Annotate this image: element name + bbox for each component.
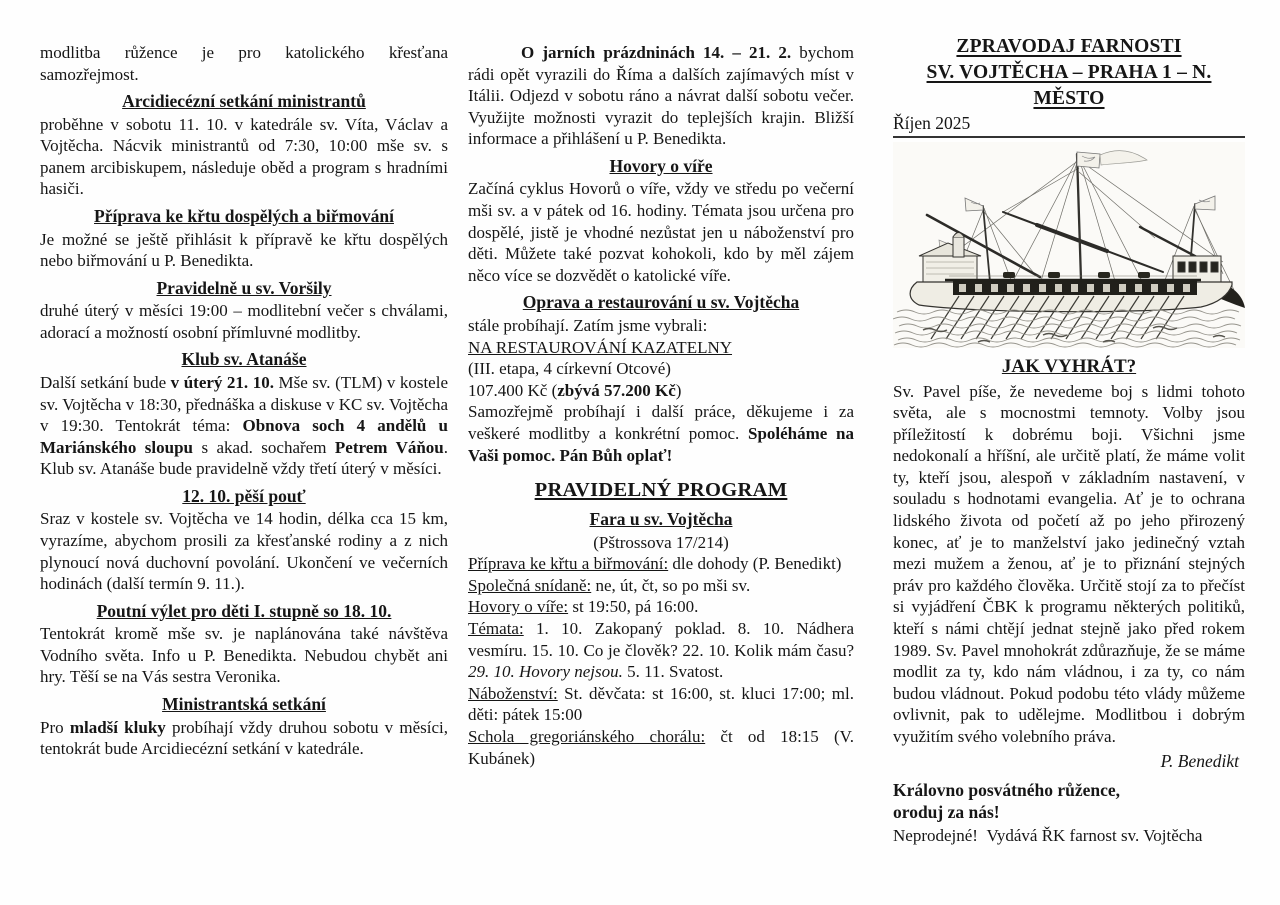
schedule-value: čt od 18:15 (V. Kubánek): [468, 726, 854, 768]
prayer-lines: [893, 779, 1245, 823]
schedule-value: St. děvčata: st 16:00, st. kluci 17:00; ml. děti: pátek 15:00: [468, 683, 854, 725]
bold-remaining-amount: zbývá 57.200 Kč: [557, 380, 676, 400]
schedule-item-temata: [468, 618, 854, 683]
text-run: Pro: [40, 717, 70, 737]
schedule-item-schola: [468, 726, 854, 769]
line-stale-probihaji: stále probíhají. Zatím jsme vybrali:: [468, 315, 708, 335]
schedule-label: Příprava ke křtu a biřmování:: [468, 554, 669, 574]
schedule-item-nabozenstvi: [468, 683, 854, 726]
heading-klub-sv-atanase: Klub sv. Atanáše: [181, 349, 307, 370]
paragraph-priprava-ke-krtu: Je možné se ještě přihlásit k přípravě ke křtu dospělých nebo biřmování u P. Benedikta.: [40, 229, 448, 271]
heading-arcidiecezni-setkani: Arcidiecézní setkání ministrantů: [122, 91, 366, 112]
address-pstrossova: (Pštrossova 17/214): [593, 532, 729, 552]
line-fundraising-amount: [468, 380, 854, 402]
bold-lead-jarni-prazdniny: O jarních prázdninách 14. – 21. 2.: [521, 43, 792, 62]
schedule-value: 5. 11. Svatost.: [622, 662, 724, 682]
heading-hovory-o-vire: Hovory o víře: [609, 155, 713, 176]
paragraph-pesi-pout: Sraz v kostele sv. Vojtěcha ve 14 hodin, délka cca 15 km, vyrazíme, abychom prosili za křesťanské rodiny a z nich plynoucí nová duchovní povolání. Ukončení ve večerních hodinách (další termín 9. 11.).: [40, 509, 448, 594]
text-run: Další setkání bude: [40, 372, 171, 392]
prayer-line2: oroduj za nás!: [893, 801, 1000, 822]
continued-paragraph-rosary: modlitba růžence je pro katolického křesťana samozřejmost.: [40, 43, 448, 84]
column-right: [893, 0, 1245, 846]
bold-date: v úterý 21. 10.: [170, 372, 274, 392]
schedule-value: dle dohody (P. Benedikt): [668, 554, 842, 574]
column-left: [40, 0, 448, 760]
heading-pravidelne-u-sv-vorsily: Pravidelně u sv. Voršily: [156, 277, 332, 298]
signature: P. Benedikt: [1160, 750, 1239, 771]
text-run: 107.400 Kč (: [468, 380, 558, 400]
paragraph-klub-sv-atanase: [40, 372, 448, 480]
text-run: bychom rádi opět vyrazili do Říma a dalších zajímavých míst v Itálii. Odjezd v sobotu ráno a návrat další sobotu večer. Využijte možnosti vyrazit do teplejších krajin. Bližší informace a přihlášení u P. Benedikta.: [468, 43, 854, 149]
heading-fara-u-sv-vojtecha: Fara u sv. Vojtěcha: [589, 509, 733, 530]
heading-ministrantska-setkani: Ministrantská setkání: [162, 694, 326, 715]
heading-pravidelny-program: PRAVIDELNÝ PROGRAM: [534, 479, 788, 502]
galley-ship-engraving: [893, 142, 1245, 348]
heading-pesi-pout: 12. 10. pěší pouť: [182, 485, 306, 506]
text-run: ): [675, 380, 682, 400]
text-run: Samozřejmě probíhají i další práce, děkujeme i za veškeré modlitby a konkrétní pomoc.: [468, 402, 854, 443]
paragraph-hovory-o-vire: Začíná cyklus Hovorů o víře, vždy ve středu po večerní mši sv. a v pátek od 16. hodiny. Témata jsou určena pro dospělé, jistě je vhodné nezůstat jen u náboženství pro děti. Můžete také pozvat kohokoli, kdo by měl zájem něco více se dozvědět o katolické víře.: [468, 179, 854, 285]
schedule-value: st 19:50, pá 16:00.: [568, 597, 699, 617]
paragraph-poutni-vylet: Tentokrát kromě mše sv. je naplánována také návštěva Vodního světa. Info u P. Benedikta. Nebudou chybět ani hry. Těší se na Vás sestra Veronika.: [40, 624, 448, 687]
imprint: Neprodejné! Vydává ŘK farnost sv. Vojtěcha: [893, 825, 1203, 845]
line-etapa: (III. etapa, 4 církevní Otcové): [468, 359, 671, 379]
bold-sculptor-name: Petrem Váňou: [334, 437, 444, 457]
schedule-label: Náboženství:: [468, 683, 558, 703]
text-run: probíhají vždy druhou sobotu v měsíci, tentokrát bude Arcidiecézní setkání v katedrále.: [40, 717, 448, 759]
column-middle: [468, 0, 854, 769]
heading-jak-vyhrat: JAK VYHRÁT?: [1001, 356, 1137, 377]
masthead-line1: ZPRAVODAJ FARNOSTI: [956, 36, 1182, 57]
schedule-label: Hovory o víře:: [468, 597, 569, 617]
heading-oprava-restaurovani: Oprava a restaurování u sv. Vojtěcha: [522, 292, 800, 313]
schedule-item-snidane: [468, 575, 854, 597]
schedule-label: Společná snídaně:: [468, 575, 592, 595]
paragraph-sv-vorsily: druhé úterý v měsíci 19:00 – modlitební večer s chválami, adorací a možností osobní přímluvné modlitby.: [40, 301, 448, 342]
article-paragraph: Sv. Pavel píše, že nevedeme boj s lidmi tohoto světa, ale s mocnostmi temnoty. Volby jsou příležitostí k dobrému boji. Všichni jsme nedokonalí a hříšní, ale určitě platí, že máme volit ty, kteří jsou, alespoň v základním nastavení, v souladu s hodnotami evangelia. Ať je to ochrana lidského života od početí až po jeho přirozený konec, ať je to manželství jako jedinečný vztah mezi mužem a ženou, ať je to přiznání stejných práv pro každého člověka. Určitě stojí za to přečíst si vyjádření ČBK k programu některých politiků, kteří s námi chtějí jednat stejně jako před rokem 1989. Sv. Pavel mnohokrát zdůrazňuje, že se máme modlit za ty, kdo nám vládnou, i za ty, co nám budou vládnout. Pokud podobu této vlády můžeme ovlivnit, pak to udělejme. Modlitbou i dobrým využitím svého volebního práva.: [893, 381, 1245, 746]
paragraph-jarni-prazdniny: [468, 42, 854, 150]
paragraph-ministrantska-setkani: [40, 717, 448, 760]
line-restaurovani-kazatelny: NA RESTAUROVÁNÍ KAZATELNY: [468, 337, 733, 357]
schedule-item-hovory: [468, 596, 854, 618]
galley-ship-illustration: [893, 142, 1245, 348]
schedule-label: Témata:: [468, 618, 524, 638]
text-run: . Klub sv. Atanáše bude pravidelně vždy třetí úterý v měsíci.: [40, 437, 449, 479]
schedule-item-krest: [468, 553, 854, 575]
schedule-value: 1. 10. Zakopaný poklad. 8. 10. Nádhera vesmíru. 15. 10. Co je člověk? 22. 10. Kolik mám času?: [468, 618, 854, 660]
bold-topic: Obnova soch 4 andělů u Mariánského sloupu: [40, 416, 448, 457]
schedule-value: ne, út, čt, so po mši sv.: [591, 575, 751, 595]
paragraph-dekujeme: [468, 401, 854, 466]
schedule-note-italic: 29. 10. Hovory nejsou.: [468, 662, 623, 682]
paragraph-arcidiecezni-setkani: proběhne v sobotu 11. 10. v katedrále sv. Víta, Václav a Vojtěcha. Nácvik ministrantů od 7:30, 10:00 mše sv. s panem arcibiskupem, následuje oběd a program s hradními hasiči.: [40, 114, 448, 199]
issue-date: Říjen 2025: [893, 112, 1245, 138]
bold-mladsi-kluky: mladší kluky: [69, 717, 166, 737]
text-run: Mše sv. (TLM) v kostele sv. Vojtěcha v 18:30, přednáška a diskuse v KC sv. Vojtěcha v 19:30. Tentokrát téma:: [40, 372, 448, 436]
heading-priprava-ke-krtu: Příprava ke křtu dospělých a biřmování: [94, 206, 394, 227]
heading-poutni-vylet: Poutní výlet pro děti I. stupně so 18. 10.: [96, 600, 392, 621]
text-run: s akad. sochařem: [193, 437, 335, 457]
masthead-line2: SV. VOJTĚCHA – PRAHA 1 – N. MĚSTO: [926, 62, 1212, 109]
schedule-label: Schola gregoriánského chorálu:: [468, 726, 706, 746]
bold-spolehame: Spoléháme na Vaši pomoc. Pán Bůh oplať!: [468, 423, 854, 465]
prayer-line1: Královno posvátného růžence,: [893, 779, 1121, 800]
